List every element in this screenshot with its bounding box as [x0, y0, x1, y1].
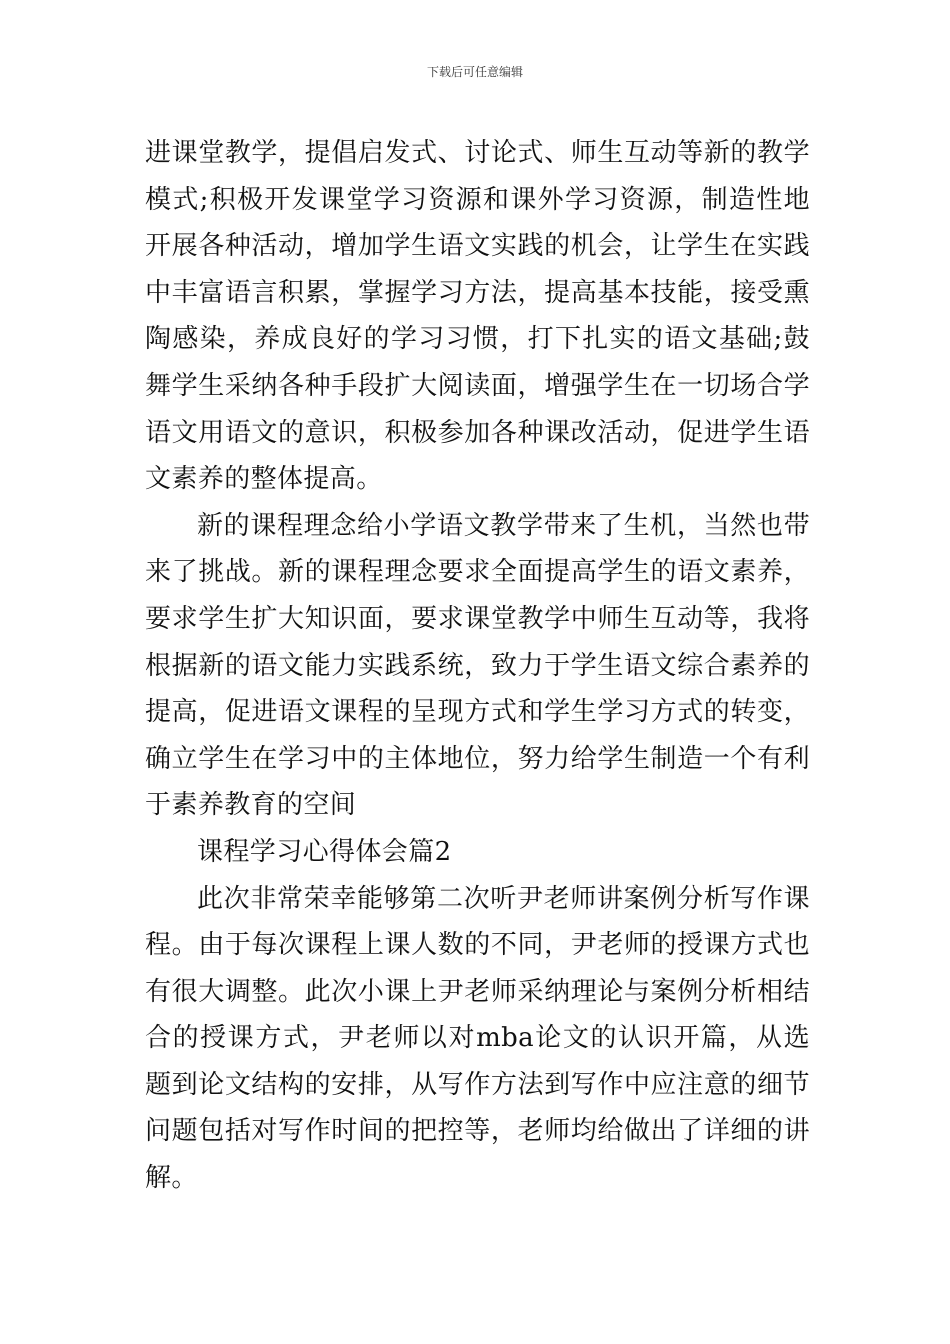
- page-header: 下载后可任意编辑: [426, 65, 523, 79]
- document-body: [145, 130, 810, 1202]
- paragraph-curriculum-concept: 新的课程理念给小学语文教学带来了生机，当然也带来了挑战。新的课程理念要求全面提高学生的语文素养，要求学生扩大知识面，要求课堂教学中师生互动等，我将根据新的语文能力实践系统，致力于学生语文综合素养的提高，促进语文课程的呈现方式和学生学习方式的转变，确立学生在学习中的主体地位，努力给学生制造一个有利于素养教育的空间: [145, 510, 810, 821]
- paragraph-continuation: 进课堂教学，提倡启发式、讨论式、师生互动等新的教学模式;积极开发课堂学习资源和课外学习资源，制造性地开展各种活动，增加学生语文实践的机会，让学生在实践中丰富语言积累，掌握学习方法，提高基本技能，接受熏陶感染，养成良好的学习习惯，打下扎实的语文基础;鼓舞学生采纳各种手段扩大阅读面，增强学生在一切场合学语文用语文的意识，积极参加各种课改活动，促进学生语文素养的整体提高。: [145, 138, 810, 495]
- paragraph-case-analysis: 此次非常荣幸能够第二次听尹老师讲案例分析写作课程。由于每次课程上课人数的不同，尹老师的授课方式也有很大调整。此次小课上尹老师采纳理论与案例分析相结合的授课方式，尹老师以对mba论文的认识开篇，从选题到论文结构的安排，从写作方法到写作中应注意的细节问题包括对写作时间的把控等，老师均给做出了详细的讲解。: [145, 883, 810, 1194]
- section-heading: 课程学习心得体会篇2: [197, 836, 452, 867]
